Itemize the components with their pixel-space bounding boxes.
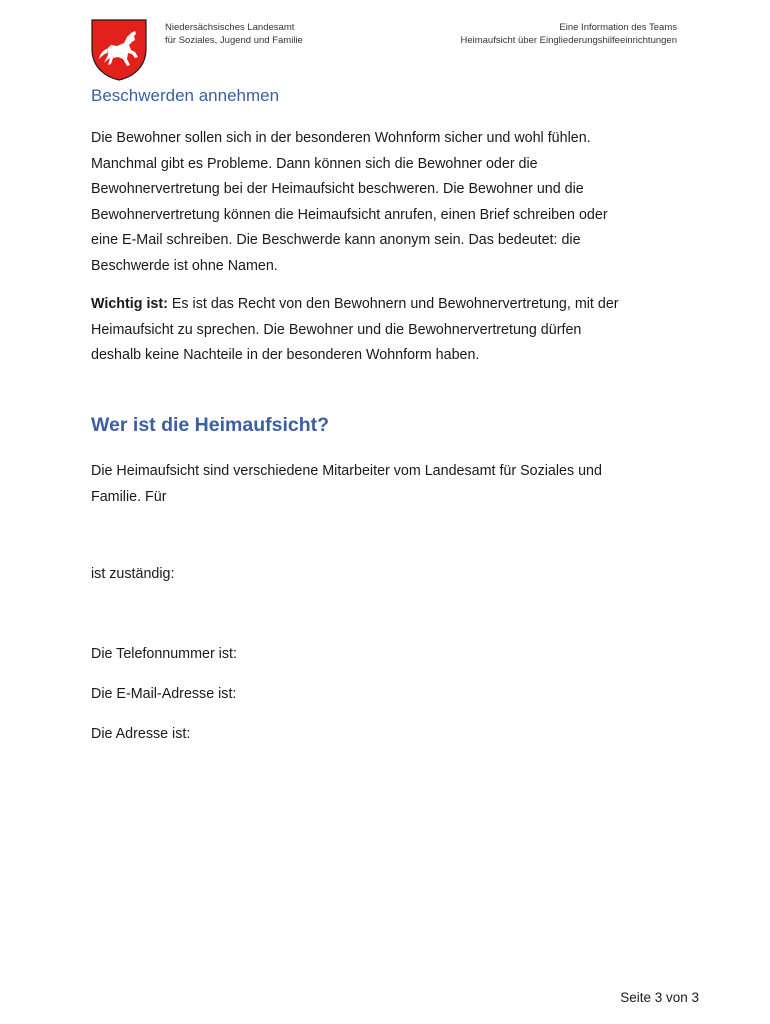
- header-information: [460, 21, 677, 47]
- section-heading-complaints: Beschwerden annehmen: [91, 86, 280, 105]
- header-info-line1: Eine Information des Teams: [559, 22, 677, 33]
- page-number: Seite 3 von 3: [620, 990, 699, 1005]
- phone-label: Die Telefonnummer ist:: [91, 646, 237, 662]
- address-label: Die Adresse ist:: [91, 726, 191, 742]
- important-line: Es ist das Recht von den Bewohnern und Bewohnervertretung, mit der: [167, 296, 619, 312]
- header-org-line1: Niedersächsisches Landesamt: [165, 22, 295, 33]
- important-line: deshalb keine Nachteile in der besonderen Wohnform haben.: [91, 347, 480, 363]
- section-heading-supervision: Wer ist die Heimaufsicht?: [91, 414, 330, 436]
- header-org-line2: für Soziales, Jugend und Familie: [165, 35, 303, 46]
- lower-saxony-crest-logo: [91, 19, 147, 81]
- complaints-line: Bewohnervertretung können die Heimaufsicht anrufen, einen Brief schreiben oder: [91, 206, 608, 223]
- important-label: Wichtig ist:: [91, 296, 168, 312]
- complaints-line: Manchmal gibt es Probleme. Dann können sich die Bewohner oder die: [91, 155, 538, 172]
- complaints-line: Bewohnervertretung bei der Heimaufsicht beschweren. Die Bewohner und die: [91, 181, 584, 197]
- complaints-paragraph: [91, 126, 691, 279]
- responsible-label: ist zuständig:: [91, 566, 175, 582]
- complaints-line: Die Bewohner sollen sich in der besonderen Wohnform sicher und wohl fühlen.: [91, 130, 591, 146]
- header-organization: [165, 21, 303, 47]
- supervision-line: Die Heimaufsicht sind verschiedene Mitarbeiter vom Landesamt für Soziales und: [91, 463, 602, 479]
- important-line: Heimaufsicht zu sprechen. Die Bewohner und die Bewohnervertretung dürfen: [91, 321, 582, 338]
- supervision-line: Familie. Für: [91, 488, 167, 505]
- complaints-line: Beschwerde ist ohne Namen.: [91, 257, 278, 274]
- header-info-line2: Heimaufsicht über Eingliederungshilfeeinrichtungen: [460, 35, 677, 46]
- important-paragraph: [91, 292, 691, 369]
- complaints-line: eine E-Mail schreiben. Die Beschwerde kann anonym sein. Das bedeutet: die: [91, 232, 581, 248]
- email-label: Die E-Mail-Adresse ist:: [91, 686, 237, 702]
- supervision-paragraph: [91, 459, 691, 510]
